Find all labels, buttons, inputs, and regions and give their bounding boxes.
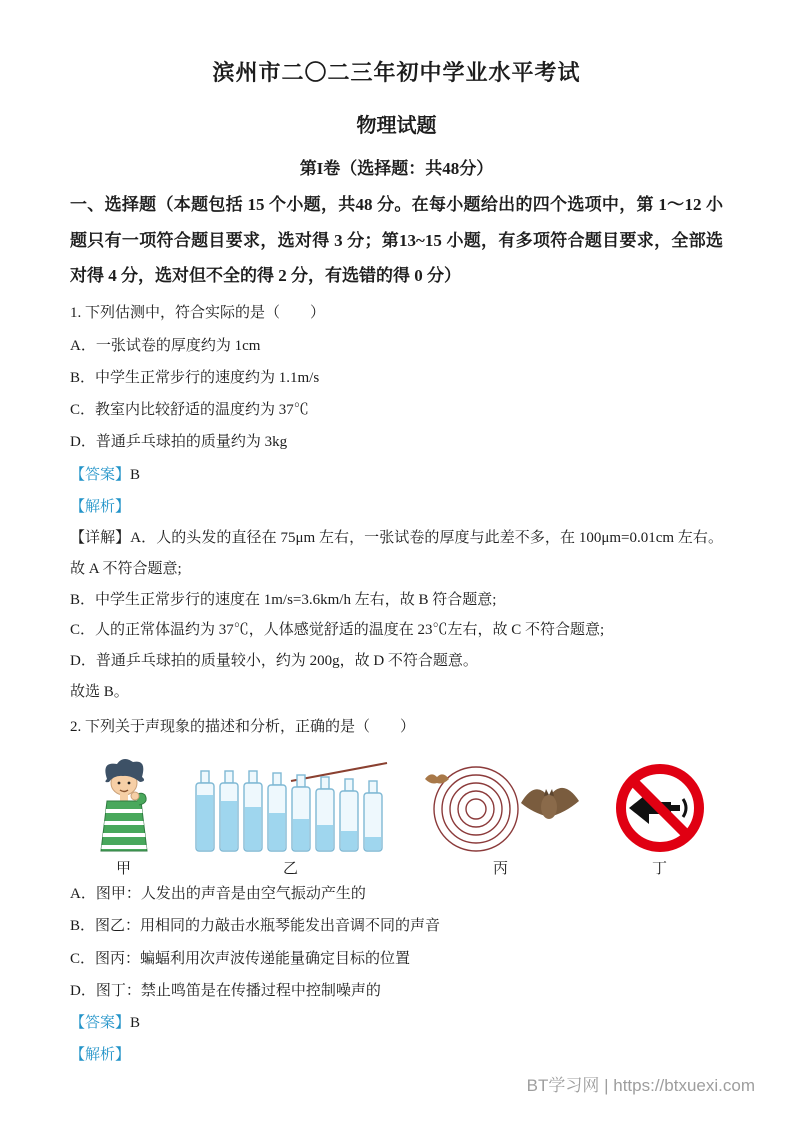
- question-1-option-d: D．普通乒乓球拍的质量约为 3kg: [70, 434, 288, 451]
- no-horn-sign-illustration: [613, 761, 707, 855]
- question-1-answer: [70, 459, 723, 491]
- bat-echolocation-illustration: [421, 763, 581, 855]
- site-watermark: BT学习网 | https://btxuexi.com: [526, 1076, 755, 1095]
- person-singing-illustration: [87, 755, 161, 855]
- water-bottles-illustration: [193, 759, 389, 855]
- question-1-analysis: [70, 491, 723, 523]
- question-2-option-b: B．图乙：用相同的力敲击水瓶琴能发出音调不同的声音: [70, 918, 441, 935]
- question-1-conclusion: 故选 B。: [70, 683, 129, 700]
- figure-label-ding: 丁: [651, 861, 667, 878]
- question-2-option-a: A．图甲：人发出的声音是由空气振动产生的: [70, 886, 366, 903]
- question-1-option-b: B．中学生正常步行的速度约为 1.1m/s: [70, 369, 320, 386]
- question-1-detail-d: D．普通乒乓球拍的质量较小，约为 200g，故 D 不符合题意。: [70, 653, 478, 670]
- figure-no-horn-sign: [613, 761, 707, 878]
- question-2-answer: [70, 1007, 723, 1039]
- page-subtitle: 物理试题: [356, 115, 437, 137]
- question-1: [70, 298, 723, 708]
- question-2-option-c: C．图丙：蝙蝠利用次声波传递能量确定目标的位置: [70, 950, 411, 967]
- section-instructions: 一、选择题（本题包括 15 个小题，共48 分。在每小题给出的四个选项中，第 1～12 小题只有一项符合题目要求，选对得 3 分；第13~15 小题，有多项符合题目要求，全部选对得 4 分，选对但不全的得 2 分，有选错的得 0 分）: [70, 195, 723, 286]
- question-1-detail-b: B．中学生正常步行的速度在 1m/s=3.6km/h 左右，故 B 符合题意;: [70, 591, 497, 608]
- question-2-stem: 2. 下列关于声现象的描述和分析，正确的是（ ）: [70, 718, 416, 735]
- question-2-figure: [87, 755, 707, 878]
- question-1-option-c: C．教室内比较舒适的温度约为 37℃: [70, 402, 309, 419]
- analysis-label: 【解析】: [70, 498, 131, 515]
- figure-label-yi: 乙: [282, 861, 298, 878]
- figure-label-bing: 丙: [492, 861, 508, 878]
- answer-label: 【答案】: [70, 466, 131, 483]
- question-1-stem: 1. 下列估测中，符合实际的是（ ）: [70, 305, 326, 322]
- analysis-label: 【解析】: [70, 1047, 131, 1064]
- question-2-analysis: [70, 1039, 723, 1071]
- answer-value: B: [130, 1015, 141, 1032]
- question-2: [70, 712, 723, 1072]
- figure-water-bottles: [193, 759, 389, 878]
- answer-value: B: [130, 466, 141, 483]
- answer-label: 【答案】: [70, 1015, 131, 1032]
- figure-bat-echolocation: [421, 763, 581, 878]
- question-1-option-a: A．一张试卷的厚度约为 1cm: [70, 337, 261, 354]
- figure-person-singing: [87, 755, 161, 878]
- figure-label-jia: 甲: [115, 861, 131, 878]
- section-header: 第I卷（选择题：共48分）: [299, 159, 494, 178]
- question-1-detail-lead: 【详解】A．人的头发的直径在 75μm 左右，一张试卷的厚度与此差不多，在 100μm=0.01cm 左右。故 A 不符合题意;: [70, 530, 723, 577]
- question-1-detail-c: C．人的正常体温约为 37℃，人体感觉舒适的温度在 23℃左右，故 C 不符合题意;: [70, 622, 605, 639]
- question-2-option-d: D．图丁：禁止鸣笛是在传播过程中控制噪声的: [70, 982, 381, 999]
- page-title: 滨州市二〇二三年初中学业水平考试: [212, 60, 581, 85]
